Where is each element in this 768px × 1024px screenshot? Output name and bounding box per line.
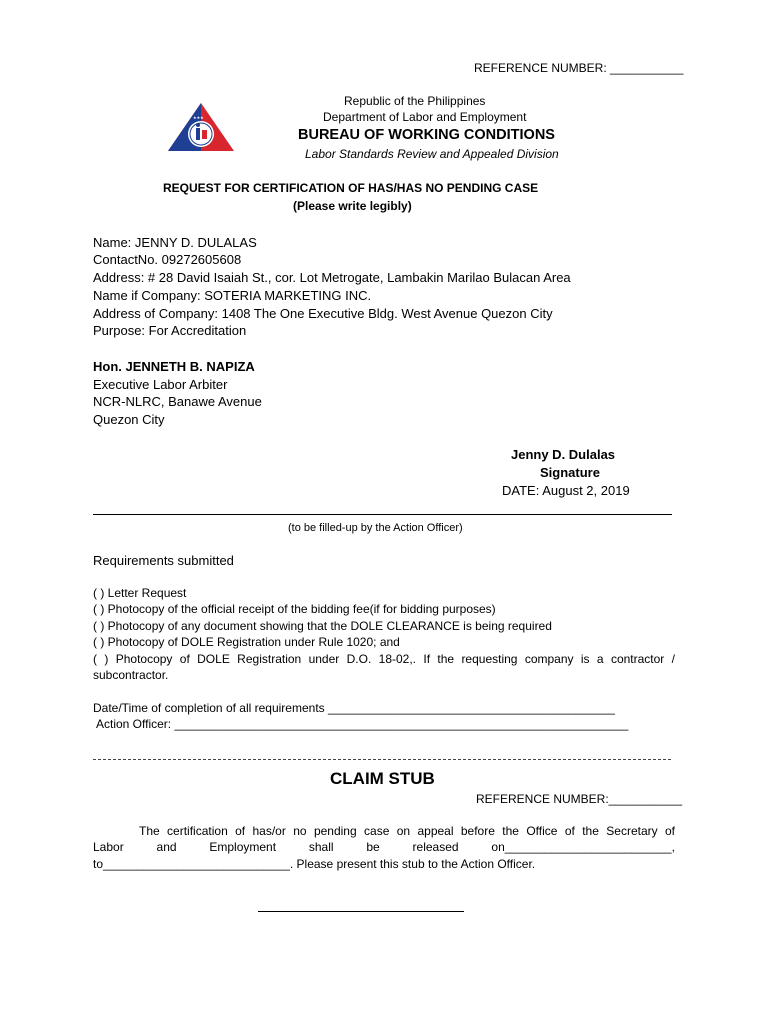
svg-text:★★★: ★★★ xyxy=(193,115,204,120)
claim-stub-reference: REFERENCE NUMBER:___________ xyxy=(476,792,683,806)
company-address: Address of Company: 1408 The One Executive Bldg. West Avenue Quezon City xyxy=(93,306,553,321)
purpose: Purpose: For Accreditation xyxy=(93,323,247,338)
signature-line xyxy=(258,911,464,912)
requirement-item: ( ) Letter Request xyxy=(93,586,187,600)
department-text: Department of Labor and Employment xyxy=(323,110,527,124)
form-subtitle: (Please write legibly) xyxy=(293,199,412,213)
claim-stub-title: CLAIM STUB xyxy=(330,769,435,788)
applicant-name: Name: JENNY D. DULALAS xyxy=(93,235,257,250)
claim-word: shall xyxy=(308,840,334,854)
addressee-office: NCR-NLRC, Banawe Avenue xyxy=(93,394,262,409)
addressee-title: Executive Labor Arbiter xyxy=(93,377,228,392)
action-officer-note: (to be filled-up by the Action Officer) xyxy=(288,522,463,534)
addressee-city: Quezon City xyxy=(93,412,165,427)
claim-word: Labor xyxy=(93,840,124,854)
requirement-item: ( ) Photocopy of DOLE Registration under Rule 1020; and xyxy=(93,635,400,649)
division-text: Labor Standards Review and Appealed Division xyxy=(305,147,559,161)
claim-word: be xyxy=(366,840,380,854)
requirement-item-continued: subcontractor. xyxy=(93,668,169,682)
applicant-address: Address: # 28 David Isaiah St., cor. Lot Metrogate, Lambakin Marilao Bulacan Area xyxy=(93,270,571,285)
requirements-heading: Requirements submitted xyxy=(93,553,234,568)
cut-line xyxy=(93,759,671,760)
applicant-contact: ContactNo. 09272605608 xyxy=(93,252,242,267)
signature-label: Signature xyxy=(540,465,600,480)
requirement-item: ( ) Photocopy of the official receipt of the bidding fee(if for bidding purposes) xyxy=(93,602,496,616)
signatory-name: Jenny D. Dulalas xyxy=(511,447,616,462)
republic-text: Republic of the Philippines xyxy=(344,94,486,108)
form-title: REQUEST FOR CERTIFICATION OF HAS/HAS NO PENDING CASE xyxy=(163,181,539,195)
claim-stub-paragraph-line3: to____________________________. Please present this stub to the Action Officer. xyxy=(93,857,536,871)
requirement-item: ( ) Photocopy of DOLE Registration under D.O. 18-02,. If the requesting company is a contractor / xyxy=(93,652,675,666)
claim-word: Employment xyxy=(209,840,277,854)
reference-number: REFERENCE NUMBER: ___________ xyxy=(474,61,684,75)
section-divider xyxy=(93,514,672,515)
signature-date: DATE: August 2, 2019 xyxy=(502,483,630,498)
requirement-item: ( ) Photocopy of any document showing that the DOLE CLEARANCE is being required xyxy=(93,619,552,633)
addressee-name: Hon. JENNETH B. NAPIZA xyxy=(93,359,255,374)
claim-word: released xyxy=(412,840,459,854)
claim-word: and xyxy=(156,840,177,854)
bureau-title: BUREAU OF WORKING CONDITIONS xyxy=(298,127,555,143)
action-officer-field: Action Officer: ____________________________________________________________________ xyxy=(96,717,629,731)
completion-date-field: Date/Time of completion of all requirements ___________________________________________ xyxy=(93,701,615,715)
company-name: Name if Company: SOTERIA MARKETING INC. xyxy=(93,288,372,303)
claim-stub-paragraph-line2 xyxy=(93,839,675,857)
claim-stub-paragraph-line1: The certification of has/or no pending case on appeal before the Office of the Secretary of xyxy=(139,824,675,838)
claim-word: on_________________________, xyxy=(491,840,675,854)
dole-logo xyxy=(166,101,236,153)
